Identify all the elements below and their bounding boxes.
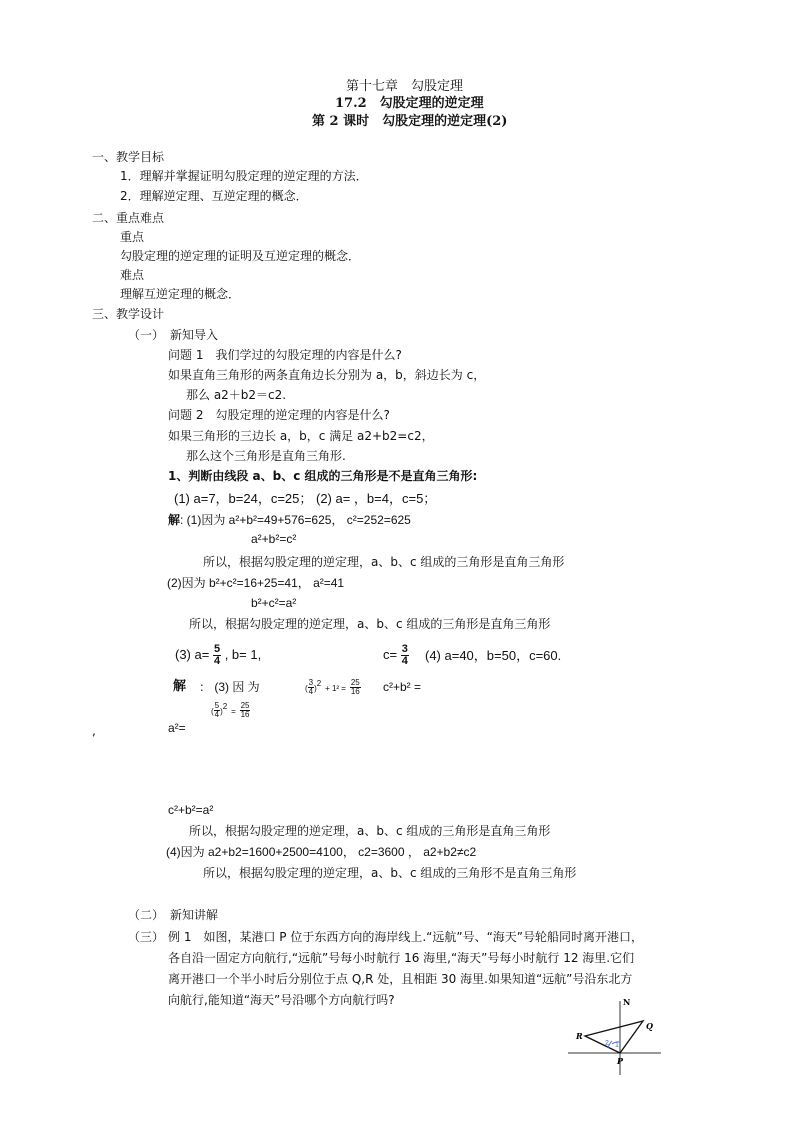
exercise-title: 1、判断由线段 a、b、c 组成的三角形是不是直角三角形:: [168, 469, 478, 483]
solution-3-expression-2: ( $\frac{5}{4}$ )$^2$ = $\frac{25}{16}$: [211, 701, 250, 719]
solution-3-equation: c²+b²=a²: [168, 803, 214, 817]
part3-label: （三）: [128, 930, 165, 944]
example-1-line-3: 离开港口一个半小时后分别位于点 Q,R 处，且相距 30 海里.如果知道“远航”号沿东北方: [168, 972, 633, 986]
part1-label: （一） 新知导入: [128, 328, 219, 342]
exercise-items-1-2: (1) a=7，b=24，c=25； (2) a= ，b=4，c=5；: [174, 491, 437, 506]
keypoints-heading: 二、重点难点: [92, 211, 165, 225]
solution-3-because: ： (3) 因 为: [199, 680, 260, 694]
solution-1-conclusion: 所以，根据勾股定理的逆定理，a、b、c 组成的三角形是直角三角形: [203, 555, 565, 569]
solution-3-label: 解: [173, 679, 187, 694]
exercise-item-4: (4) a=40，b=50，c=60.: [425, 648, 562, 663]
label-n: N: [623, 997, 631, 1007]
solution-3-c2b2: c²+b² =: [383, 680, 422, 694]
label-r: R: [576, 1031, 583, 1041]
goal-item-1: 1．理解并掌握证明勾股定理的逆定理的方法．: [120, 169, 368, 183]
exercise-item-3: (3) a= $\frac{5}{4}$ , b= 1,: [175, 643, 262, 668]
solution-4-conclusion: 所以，根据勾股定理的逆定理，a、b、c 组成的三角形不是直角三角形: [203, 866, 577, 880]
chapter-title: 第十七章 勾股定理: [346, 79, 464, 94]
solution-1-line-2: a²+b²=c²: [251, 532, 297, 546]
label-p: P: [617, 1056, 624, 1066]
focus-label: 重点: [120, 230, 145, 244]
example-1-line-4: 向航行,能知道“海天”号沿哪个方向航行吗?: [168, 993, 395, 1007]
solution-2-line-1: (2)因为 b²+c²=16+25=41， a²=41: [167, 576, 345, 590]
question-2-line-a: 如果三角形的三边长 a，b，c 满足 a2+b2=c2，: [168, 429, 434, 443]
question-1-line-b: 那么 a2＋b2＝c2.: [186, 388, 287, 402]
label-q: Q: [646, 1021, 653, 1031]
example-1-line-1: 例 1 如图，某港口 P 位于东西方向的海岸线上.“远航”号、“海天”号轮船同时离开港口，: [168, 930, 643, 944]
stray-comma: ,: [92, 724, 96, 738]
difficulty-label: 难点: [120, 268, 145, 282]
solution-3-expression-1: ( $\frac{3}{4}$ )$^2$ + 1² = $\frac{25}{16}$: [305, 678, 360, 696]
design-heading: 三、教学设计: [92, 307, 165, 321]
triangle-rqp: [585, 1021, 643, 1053]
part2-label: （二） 新知讲解: [128, 908, 219, 922]
fraction-c: $\frac{3}{4}$: [401, 643, 408, 668]
section-title: 17.2 勾股定理的逆定理: [335, 96, 484, 111]
solution-1-line-1: [168, 513, 411, 528]
solution-3-conclusion: 所以，根据勾股定理的逆定理，a、b、c 组成的三角形是直角三角形: [189, 824, 551, 838]
question-1: 问题 1 我们学过的勾股定理的内容是什么?: [168, 348, 402, 362]
solution-3-a2: a²=: [168, 721, 186, 735]
question-1-line-a: 如果直角三角形的两条直角边长分别为 a，b，斜边长为 c，: [168, 368, 486, 382]
goal-item-2: 2．理解逆定理、互逆定理的概念．: [120, 189, 308, 203]
solution-1-text: : (1)因为 a²+b²=49+576=625， c²=252=625: [180, 513, 411, 527]
focus-text: 勾股定理的逆定理的证明及互逆定理的概念．: [120, 249, 361, 263]
question-2: 问题 2 勾股定理的逆定理的内容是什么?: [168, 408, 390, 422]
label-angle-2: 2: [605, 1040, 609, 1047]
solution-label: 解: [168, 513, 181, 527]
question-2-line-b: 那么这个三角形是直角三角形.: [186, 449, 346, 463]
solution-4-line-1: (4)因为 a2+b2=1600+2500=4100， c2=3600 ， a2+b2≠c2: [166, 845, 477, 859]
goals-heading: 一、教学目标: [92, 150, 165, 164]
fraction-a: $\frac{5}{4}$: [213, 643, 221, 668]
exercise-item-3-c: c= $\frac{3}{4}$: [383, 643, 408, 668]
solution-2-conclusion: 所以，根据勾股定理的逆定理，a、b、c 组成的三角形是直角三角形: [189, 617, 551, 631]
label-angle-1: 1: [615, 1042, 619, 1049]
difficulty-text: 理解互逆定理的概念．: [120, 287, 241, 301]
lesson-title: 第 2 课时 勾股定理的逆定理(2): [312, 114, 508, 129]
example-1-line-2: 各自沿一固定方向航行,“远航”号每小时航行 16 海里,“海天”号每小时航行 12 海里.它们: [168, 951, 635, 965]
port-diagram: [565, 995, 665, 1080]
solution-2-line-2: b²+c²=a²: [251, 596, 297, 610]
